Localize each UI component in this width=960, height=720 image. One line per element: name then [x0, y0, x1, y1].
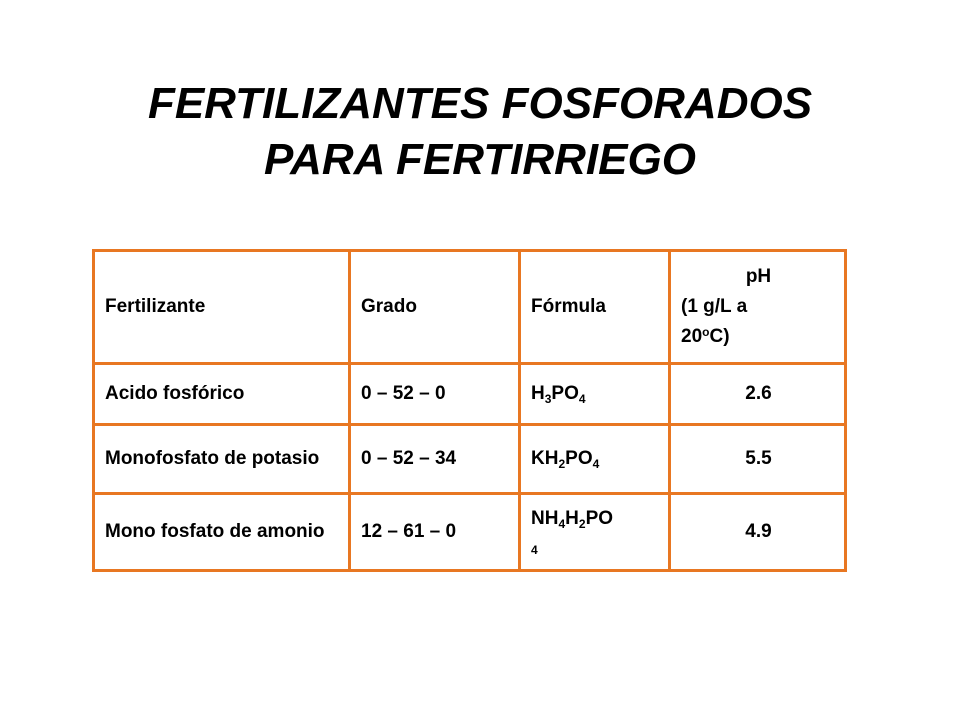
degree-sup: o	[702, 325, 710, 339]
header-formula: Fórmula	[520, 251, 670, 364]
title-line-2: PARA FERTIRRIEGO	[264, 135, 696, 184]
temp-value: 20	[681, 326, 703, 347]
header-ph	[670, 251, 846, 364]
temp-unit: C)	[709, 326, 730, 347]
header-ph-label: pH	[745, 266, 772, 287]
cell-formula	[520, 494, 670, 571]
title-line-1: FERTILIZANTES FOSFORADOS	[147, 79, 813, 128]
formula-part: PO	[551, 383, 579, 404]
cell-fertilizer: Acido fosfórico	[94, 364, 350, 425]
cell-grade: 0 – 52 – 0	[350, 364, 520, 425]
header-grade: Grado	[350, 251, 520, 364]
formula-part: H	[531, 383, 545, 404]
formula-subscript: 2	[558, 457, 566, 471]
formula-subscript: 4	[558, 517, 566, 531]
formula-part: KH	[531, 448, 559, 469]
header-ph-condition: (1 g/L a	[681, 296, 748, 317]
cell-grade: 12 – 61 – 0	[350, 494, 520, 571]
formula-subscript: 4	[592, 457, 600, 471]
formula-part: NH	[531, 508, 559, 529]
cell-ph: 5.5	[670, 425, 846, 494]
formula-subscript: 4	[531, 543, 538, 557]
cell-fertilizer: Mono fosfato de amonio	[94, 494, 350, 571]
formula-subscript: 3	[544, 392, 552, 406]
table-header-row	[94, 251, 846, 364]
table-row	[94, 425, 846, 494]
table-row	[94, 494, 846, 571]
header-fertilizer: Fertilizante	[94, 251, 350, 364]
formula-subscript: 4	[578, 392, 586, 406]
fertilizer-table	[92, 249, 847, 572]
formula-subscript: 2	[578, 517, 586, 531]
cell-formula	[520, 425, 670, 494]
cell-ph: 2.6	[670, 364, 846, 425]
page-title	[40, 76, 920, 188]
cell-fertilizer: Monofosfato de potasio	[94, 425, 350, 494]
cell-ph: 4.9	[670, 494, 846, 571]
header-ph-temperature	[681, 322, 836, 352]
table-row	[94, 364, 846, 425]
formula-part: PO	[585, 508, 614, 529]
cell-grade: 0 – 52 – 34	[350, 425, 520, 494]
formula-part: H	[565, 508, 579, 529]
cell-formula	[520, 364, 670, 425]
formula-part: PO	[565, 448, 593, 469]
